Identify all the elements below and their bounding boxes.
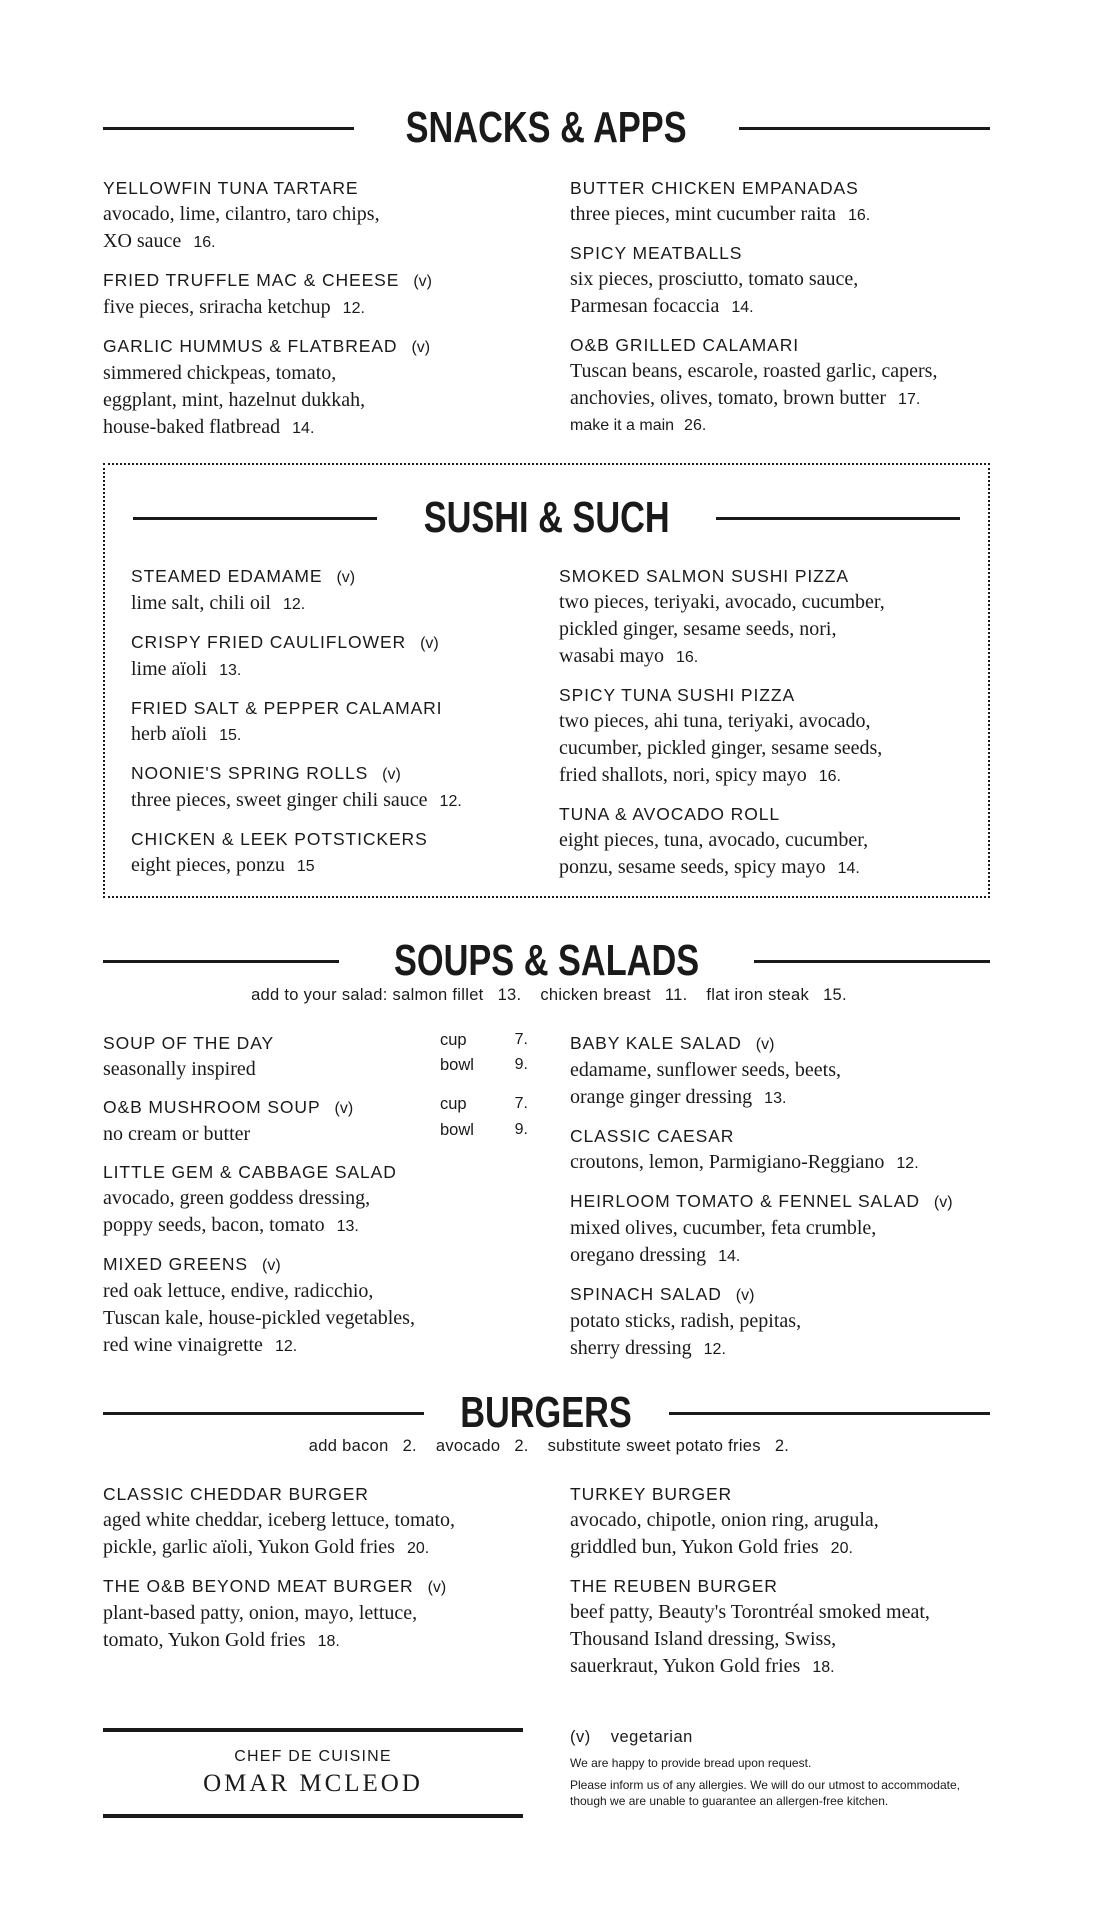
- addon-label: add to your salad:: [251, 986, 388, 1004]
- salad-addons: [0, 986, 1098, 1005]
- item-name-line: [559, 802, 979, 827]
- menu-item: [559, 683, 979, 790]
- menu-item: [570, 1189, 1010, 1270]
- sushi-right-column: [559, 564, 979, 894]
- addon-item: flat iron steak: [706, 986, 810, 1004]
- item-name-line: [570, 1574, 1010, 1599]
- menu-item: [570, 1282, 1010, 1363]
- item-description-text: orange ginger dressing: [570, 1086, 753, 1108]
- vegetarian-key-label: vegetarian: [610, 1728, 693, 1746]
- item-name: CHICKEN & LEEK POTSTICKERS: [131, 829, 428, 849]
- vegetarian-key: [570, 1728, 1000, 1747]
- item-description: [570, 266, 1010, 293]
- item-description-text: sauerkraut, Yukon Gold fries: [570, 1655, 801, 1677]
- soup-item: [103, 1095, 528, 1148]
- item-description: [570, 293, 1010, 321]
- item-description: [570, 1335, 1010, 1363]
- item-description-text: lime salt, chili oil: [131, 592, 271, 614]
- item-price: 13.: [336, 1218, 359, 1235]
- item-description-text: red wine vinaigrette: [103, 1334, 263, 1356]
- item-price: 17.: [898, 391, 921, 408]
- item-description-text: potato sticks, radish, pepitas,: [570, 1310, 802, 1332]
- item-price: 14.: [731, 299, 754, 316]
- item-name-line: [103, 1482, 543, 1507]
- item-description: [559, 589, 979, 616]
- soups-left-column: [103, 1031, 528, 1372]
- item-description: [103, 1332, 528, 1360]
- item-name: FRIED TRUFFLE MAC & CHEESE: [103, 270, 400, 290]
- item-name-line: [559, 683, 979, 708]
- item-price: 12.: [342, 300, 365, 317]
- addon-price: 15.: [823, 986, 847, 1004]
- item-description-text: five pieces, sriracha ketchup: [103, 296, 331, 318]
- item-description-text: avocado, chipotle, onion ring, arugula,: [570, 1509, 879, 1531]
- item-name: GARLIC HUMMUS & FLATBREAD: [103, 336, 398, 356]
- item-name-line: [131, 564, 551, 590]
- vegetarian-marker: (v): [334, 1100, 354, 1117]
- item-description: [570, 358, 1010, 385]
- item-description-text: plant-based patty, onion, mayo, lettuce,: [103, 1602, 418, 1624]
- item-name-line: [559, 564, 979, 589]
- menu-item: [570, 1124, 1010, 1177]
- addon-item: add bacon: [308, 1437, 389, 1455]
- item-name: NOONIE'S SPRING ROLLS: [131, 763, 369, 783]
- item-name: SPICY MEATBALLS: [570, 243, 743, 263]
- menu-item: [559, 802, 979, 882]
- item-name: TUNA & AVOCADO ROLL: [559, 804, 780, 824]
- item-description: [559, 762, 979, 790]
- item-description: [103, 1185, 528, 1212]
- header-rule-left: [103, 1412, 424, 1415]
- menu-item: [103, 268, 543, 322]
- burgers-right-column: [570, 1482, 1010, 1693]
- item-price: 12.: [703, 1341, 726, 1358]
- item-description-text: two pieces, teriyaki, avocado, cucumber,: [559, 591, 885, 613]
- item-description-text: red oak lettuce, endive, radicchio,: [103, 1280, 374, 1302]
- menu-item: [131, 827, 551, 880]
- item-description: [559, 854, 979, 882]
- item-name: SPINACH SALAD: [570, 1284, 722, 1304]
- vegetarian-key-symbol: (v): [570, 1728, 591, 1746]
- item-description-text: six pieces, prosciutto, tomato sauce,: [570, 268, 859, 290]
- sushi-left-column: [131, 564, 551, 892]
- item-description: [570, 1507, 1010, 1534]
- item-price: 12.: [439, 793, 462, 810]
- item-option-label: make it a main: [570, 417, 675, 434]
- item-name: MIXED GREENS: [103, 1254, 248, 1274]
- item-name: HEIRLOOM TOMATO & FENNEL SALAD: [570, 1191, 920, 1211]
- menu-item: [103, 334, 543, 442]
- size-label: bowl: [440, 1056, 474, 1074]
- item-option-price: 26.: [684, 417, 707, 434]
- item-description: [131, 590, 551, 618]
- addon-item: avocado: [435, 1437, 501, 1455]
- item-description: [570, 1215, 1010, 1242]
- bread-note: We are happy to provide bread upon request.: [570, 1756, 812, 1770]
- item-description: [103, 1278, 528, 1305]
- item-description: [570, 1084, 1010, 1112]
- allergy-note: [570, 1777, 1000, 1809]
- item-description-text: poppy seeds, bacon, tomato: [103, 1214, 325, 1236]
- item-description-text: three pieces, mint cucumber raita: [570, 203, 836, 225]
- menu-item: [559, 564, 979, 671]
- menu-item: [103, 1160, 528, 1240]
- item-description-text: house-baked flatbread: [103, 416, 281, 438]
- item-description: [131, 787, 551, 815]
- burgers-title: BURGERS: [460, 1388, 633, 1437]
- item-description-text: Tuscan kale, house-pickled vegetables,: [103, 1307, 415, 1329]
- item-description: [559, 616, 979, 643]
- item-description-text: eight pieces, ponzu: [131, 854, 285, 876]
- chef-block: [103, 1728, 523, 1818]
- item-description: [103, 1534, 543, 1562]
- item-description-text: pickled ginger, sesame seeds, nori,: [559, 618, 837, 640]
- item-name-line: [570, 176, 1010, 201]
- vegetarian-marker: (v): [411, 339, 431, 356]
- item-description-text: avocado, green goddess dressing,: [103, 1187, 371, 1209]
- item-description: [131, 721, 551, 749]
- item-name-line: [103, 1160, 528, 1185]
- vegetarian-marker: (v): [413, 273, 432, 290]
- burgers-header: [103, 1383, 990, 1443]
- item-price: 14.: [718, 1248, 741, 1265]
- header-rule-right: [739, 127, 990, 130]
- item-name-line: [570, 333, 1010, 358]
- item-description: seasonally inspired: [103, 1058, 256, 1080]
- item-description: [570, 1534, 1010, 1562]
- item-price: 12.: [282, 596, 306, 613]
- item-description-text: croutons, lemon, Parmigiano-Reggiano: [570, 1151, 885, 1173]
- item-price: 13.: [219, 662, 242, 679]
- item-name-line: [570, 241, 1010, 266]
- item-description: [559, 643, 979, 671]
- item-name: THE REUBEN BURGER: [570, 1576, 778, 1596]
- item-description-text: two pieces, ahi tuna, teriyaki, avocado,: [559, 710, 871, 732]
- vegetarian-marker: (v): [933, 1194, 953, 1211]
- size-label: bowl: [440, 1121, 474, 1139]
- item-name-line: [570, 1189, 1010, 1215]
- soups-right-column: [570, 1031, 1010, 1375]
- item-price: 12.: [274, 1338, 298, 1355]
- item-description: [570, 1653, 1010, 1681]
- item-name: CLASSIC CAESAR: [570, 1126, 735, 1146]
- item-price: 18.: [317, 1633, 340, 1650]
- item-description-text: pickle, garlic aïoli, Yukon Gold fries: [103, 1536, 395, 1558]
- item-name: SPICY TUNA SUSHI PIZZA: [559, 685, 796, 705]
- menu-item: [570, 333, 1010, 439]
- item-description-text: beef patty, Beauty's Torontréal smoked meat,: [570, 1601, 930, 1623]
- item-price: 15.: [219, 727, 242, 744]
- item-name-line: [103, 1574, 543, 1600]
- item-description: no cream or butter: [103, 1123, 251, 1145]
- item-price: 13.: [764, 1090, 787, 1107]
- item-description: [103, 387, 543, 414]
- menu-item: [570, 176, 1010, 229]
- addon-price: 2.: [514, 1437, 529, 1455]
- item-description-text: XO sauce: [103, 230, 182, 252]
- vegetarian-marker: (v): [420, 635, 439, 652]
- snacks-left-column: [103, 176, 543, 454]
- item-description: [570, 1242, 1010, 1270]
- item-description: [131, 656, 551, 684]
- item-name: CRISPY FRIED CAULIFLOWER: [131, 632, 407, 652]
- sushi-title: SUSHI & SUCH: [423, 493, 670, 542]
- header-rule-right: [716, 517, 960, 520]
- item-description: [570, 1057, 1010, 1084]
- item-description-text: oregano dressing: [570, 1244, 707, 1266]
- item-description-text: sherry dressing: [570, 1337, 692, 1359]
- item-name-line: [103, 334, 543, 360]
- menu-item: [570, 1574, 1010, 1681]
- item-description-text: tomato, Yukon Gold fries: [103, 1629, 306, 1651]
- item-description-text: eight pieces, tuna, avocado, cucumber,: [559, 829, 869, 851]
- size-label: cup: [440, 1031, 467, 1049]
- item-name-line: [103, 176, 543, 201]
- chef-title: CHEF DE CUISINE: [234, 1748, 392, 1765]
- addon-item: salmon fillet: [392, 986, 484, 1004]
- menu-item: [570, 1482, 1010, 1562]
- item-price: 15: [296, 858, 315, 875]
- item-price: 16.: [848, 207, 871, 224]
- item-description-text: simmered chickpeas, tomato,: [103, 362, 337, 384]
- item-description-text: cucumber, pickled ginger, sesame seeds,: [559, 737, 883, 759]
- addon-item: substitute sweet potato fries: [547, 1437, 761, 1455]
- item-description-text: fried shallots, nori, spicy mayo: [559, 764, 807, 786]
- item-name: STEAMED EDAMAME: [131, 566, 323, 586]
- item-price: 20.: [830, 1540, 853, 1557]
- item-description-text: three pieces, sweet ginger chili sauce: [131, 789, 428, 811]
- header-rule-left: [103, 960, 339, 963]
- item-description: [103, 360, 543, 387]
- menu-item: [103, 176, 543, 256]
- item-description-text: mixed olives, cucumber, feta crumble,: [570, 1217, 877, 1239]
- menu-item: [570, 1031, 1010, 1112]
- header-rule-left: [103, 127, 354, 130]
- item-description: [570, 385, 1010, 413]
- item-description-text: wasabi mayo: [559, 645, 664, 667]
- sushi-header: [133, 488, 960, 548]
- addon-item: chicken breast: [540, 986, 651, 1004]
- item-description: [103, 201, 543, 228]
- item-description: [570, 1626, 1010, 1653]
- item-price: 12.: [896, 1155, 919, 1172]
- item-name: O&B GRILLED CALAMARI: [570, 335, 800, 355]
- item-price: 20.: [406, 1540, 430, 1557]
- item-name: FRIED SALT & PEPPER CALAMARI: [131, 698, 443, 718]
- item-name: SOUP OF THE DAY: [103, 1033, 275, 1053]
- soups-title: SOUPS & SALADS: [393, 936, 700, 985]
- item-name-line: [570, 1282, 1010, 1308]
- item-price: 16.: [675, 649, 699, 666]
- item-description: [570, 1308, 1010, 1335]
- item-name: O&B MUSHROOM SOUP: [103, 1097, 321, 1117]
- item-description: [570, 1599, 1010, 1626]
- vegetarian-marker: (v): [262, 1257, 281, 1274]
- item-price: 9.: [514, 1121, 528, 1138]
- item-description-text: edamame, sunflower seeds, beets,: [570, 1059, 842, 1081]
- item-description-text: ponzu, sesame seeds, spicy mayo: [559, 856, 826, 878]
- item-price: 14.: [837, 860, 860, 877]
- item-description-text: aged white cheddar, iceberg lettuce, tomato,: [103, 1509, 456, 1531]
- soup-item: [103, 1031, 528, 1083]
- menu-item: [103, 1252, 528, 1360]
- item-name-line: [131, 630, 551, 656]
- menu-item: [131, 564, 551, 618]
- footnote: [570, 1728, 1000, 1809]
- vegetarian-marker: (v): [735, 1287, 755, 1304]
- item-name-line: [570, 1482, 1010, 1507]
- item-name-line: [570, 1031, 1010, 1057]
- item-name-line: [131, 696, 551, 721]
- addon-price: 11.: [664, 986, 688, 1004]
- snacks-right-column: [570, 176, 1010, 451]
- menu-item: [131, 630, 551, 684]
- allergy-note-line: Please inform us of any allergies. We will do our utmost to accommodate,: [570, 1778, 960, 1792]
- item-description: [559, 735, 979, 762]
- item-description: [559, 708, 979, 735]
- item-name: CLASSIC CHEDDAR BURGER: [103, 1484, 369, 1504]
- item-description: [103, 1212, 528, 1240]
- item-price: 7.: [514, 1095, 528, 1112]
- item-name: BUTTER CHICKEN EMPANADAS: [570, 178, 859, 198]
- item-name-line: [103, 1252, 528, 1278]
- burgers-left-column: [103, 1482, 543, 1667]
- addon-price: 2.: [774, 1437, 790, 1455]
- header-rule-right: [669, 1412, 990, 1415]
- item-description: [103, 294, 543, 322]
- chef-name: OMAR MCLEOD: [203, 1770, 423, 1797]
- item-description: [103, 414, 543, 442]
- item-price: 7.: [514, 1031, 528, 1048]
- item-price: 18.: [812, 1659, 835, 1676]
- item-description: [103, 1600, 543, 1627]
- size-label: cup: [440, 1095, 467, 1113]
- vegetarian-marker: (v): [427, 1579, 447, 1596]
- item-name: BABY KALE SALAD: [570, 1033, 742, 1053]
- item-description-text: Thousand Island dressing, Swiss,: [570, 1628, 837, 1650]
- item-description-text: Tuscan beans, escarole, roasted garlic, capers,: [570, 360, 938, 382]
- item-option: [570, 413, 1010, 439]
- menu-item: [570, 241, 1010, 321]
- item-description-text: lime aïoli: [131, 658, 208, 680]
- vegetarian-marker: (v): [755, 1036, 775, 1053]
- snacks-title: SNACKS & APPS: [406, 103, 687, 152]
- item-description-text: anchovies, olives, tomato, brown butter: [570, 387, 887, 409]
- vegetarian-marker: (v): [336, 569, 356, 586]
- item-description: [103, 1627, 543, 1655]
- item-description: [570, 1149, 1010, 1177]
- item-name-line: [570, 1124, 1010, 1149]
- item-name-line: [131, 827, 551, 852]
- item-description-text: Parmesan focaccia: [570, 295, 720, 317]
- item-description-text: herb aïoli: [131, 723, 208, 745]
- snacks-header: [103, 98, 990, 158]
- item-price: 16.: [818, 768, 841, 785]
- item-description: [570, 201, 1010, 229]
- item-name: YELLOWFIN TUNA TARTARE: [103, 178, 359, 198]
- item-description-text: avocado, lime, cilantro, taro chips,: [103, 203, 380, 225]
- vegetarian-marker: (v): [382, 766, 401, 783]
- addon-price: 13.: [497, 986, 522, 1004]
- item-name: THE O&B BEYOND MEAT BURGER: [103, 1576, 414, 1596]
- item-name: TURKEY BURGER: [570, 1484, 733, 1504]
- allergy-note-line: though we are unable to guarantee an allergen-free kitchen.: [570, 1794, 889, 1808]
- item-description-text: griddled bun, Yukon Gold fries: [570, 1536, 819, 1558]
- item-name: LITTLE GEM & CABBAGE SALAD: [103, 1162, 397, 1182]
- item-description: [131, 852, 551, 880]
- item-name-line: [103, 268, 543, 294]
- item-description: [103, 1507, 543, 1534]
- menu-item: [103, 1574, 543, 1655]
- item-description-text: eggplant, mint, hazelnut dukkah,: [103, 389, 366, 411]
- burger-addons: [0, 1437, 1098, 1456]
- item-description: [559, 827, 979, 854]
- item-price: 14.: [292, 420, 315, 437]
- addon-price: 2.: [402, 1437, 417, 1455]
- item-price: 9.: [514, 1056, 528, 1073]
- menu-item: [131, 761, 551, 815]
- menu-item: [131, 696, 551, 749]
- soups-header: [103, 931, 990, 991]
- item-name: SMOKED SALMON SUSHI PIZZA: [559, 566, 849, 586]
- header-rule-left: [133, 517, 377, 520]
- header-rule-right: [754, 960, 990, 963]
- item-price: 16.: [193, 234, 216, 251]
- item-name-line: [131, 761, 551, 787]
- menu-item: [103, 1482, 543, 1562]
- item-description: [103, 228, 543, 256]
- item-description: [103, 1305, 528, 1332]
